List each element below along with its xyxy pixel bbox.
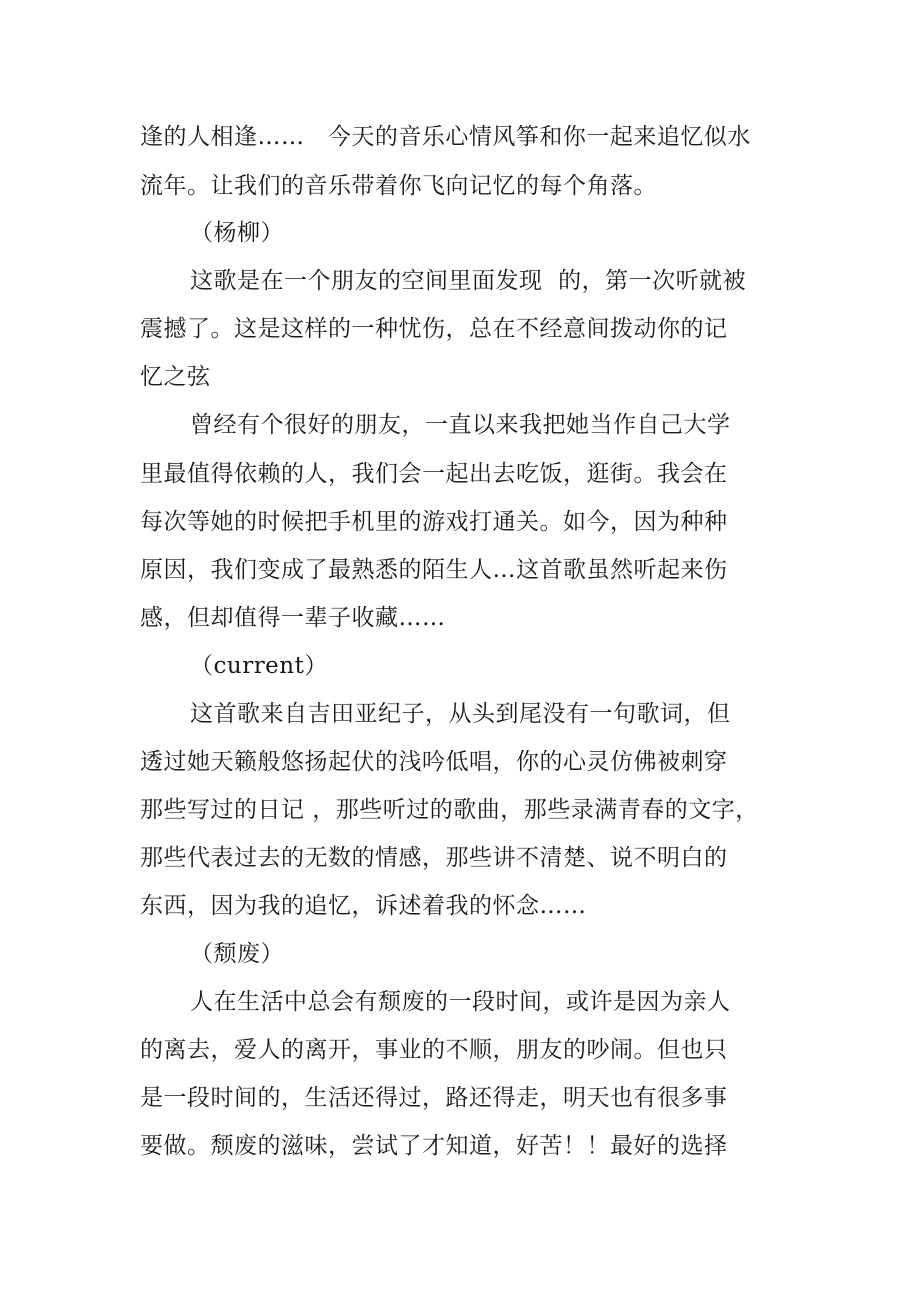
text-line: 是一段时间的，生活还得过，路还得走，明天也有很多事: [140, 1085, 728, 1111]
text-line: 那些代表过去的无数的情感，那些讲不清楚、说不明白的: [140, 845, 728, 871]
paragraph-start: 这首歌来自吉田亚纪子，从头到尾没有一句歌词，但: [190, 701, 731, 727]
text-line: 那些写过的日记 ，那些听过的歌曲，那些录满青春的文字，: [140, 797, 759, 823]
text-line: 流年。让我们的音乐带着你飞向记忆的每个角落。: [140, 173, 657, 199]
text-line: 里最值得依赖的人，我们会一起出去吃饭，逛街。我会在: [140, 461, 728, 487]
text-line: 感，但却值得一辈子收藏……: [140, 605, 446, 631]
paragraph-start: 这歌是在一个朋友的空间里面发现 的，第一次听就被: [190, 268, 747, 294]
text-line: 东西，因为我的追忆，诉述着我的怀念……: [140, 893, 587, 919]
text-line: 逢的人相逢…… 今天的音乐心情风筝和你一起来追忆似水: [140, 124, 751, 150]
text-line: 每次等她的时候把手机里的游戏打通关。如今，因为种种: [140, 509, 728, 535]
paragraph-start: 人在生活中总会有颓废的一段时间，或许是因为亲人: [190, 989, 731, 1015]
text-line: 忆之弦: [140, 364, 211, 390]
section-author: （颓废）: [190, 941, 284, 967]
text-line: 原因，我们变成了最熟悉的陌生人…这首歌虽然听起来伤: [140, 557, 728, 583]
text-line: 的离去，爱人的离开，事业的不顺，朋友的吵闹。但也只: [140, 1037, 728, 1063]
text-line: 要做。颓废的滋味，尝试了才知道，好苦！！最好的选择: [140, 1133, 728, 1159]
text-line: 透过她天籁般悠扬起伏的浅吟低唱，你的心灵仿佛被刺穿: [140, 749, 728, 775]
paragraph-start: 曾经有个很好的朋友，一直以来我把她当作自己大学: [190, 412, 731, 438]
section-author: （current）: [190, 653, 328, 679]
section-author: （杨柳）: [190, 220, 284, 246]
text-line: 震撼了。这是这样的一种忧伤，总在不经意间拨动你的记: [140, 316, 728, 342]
